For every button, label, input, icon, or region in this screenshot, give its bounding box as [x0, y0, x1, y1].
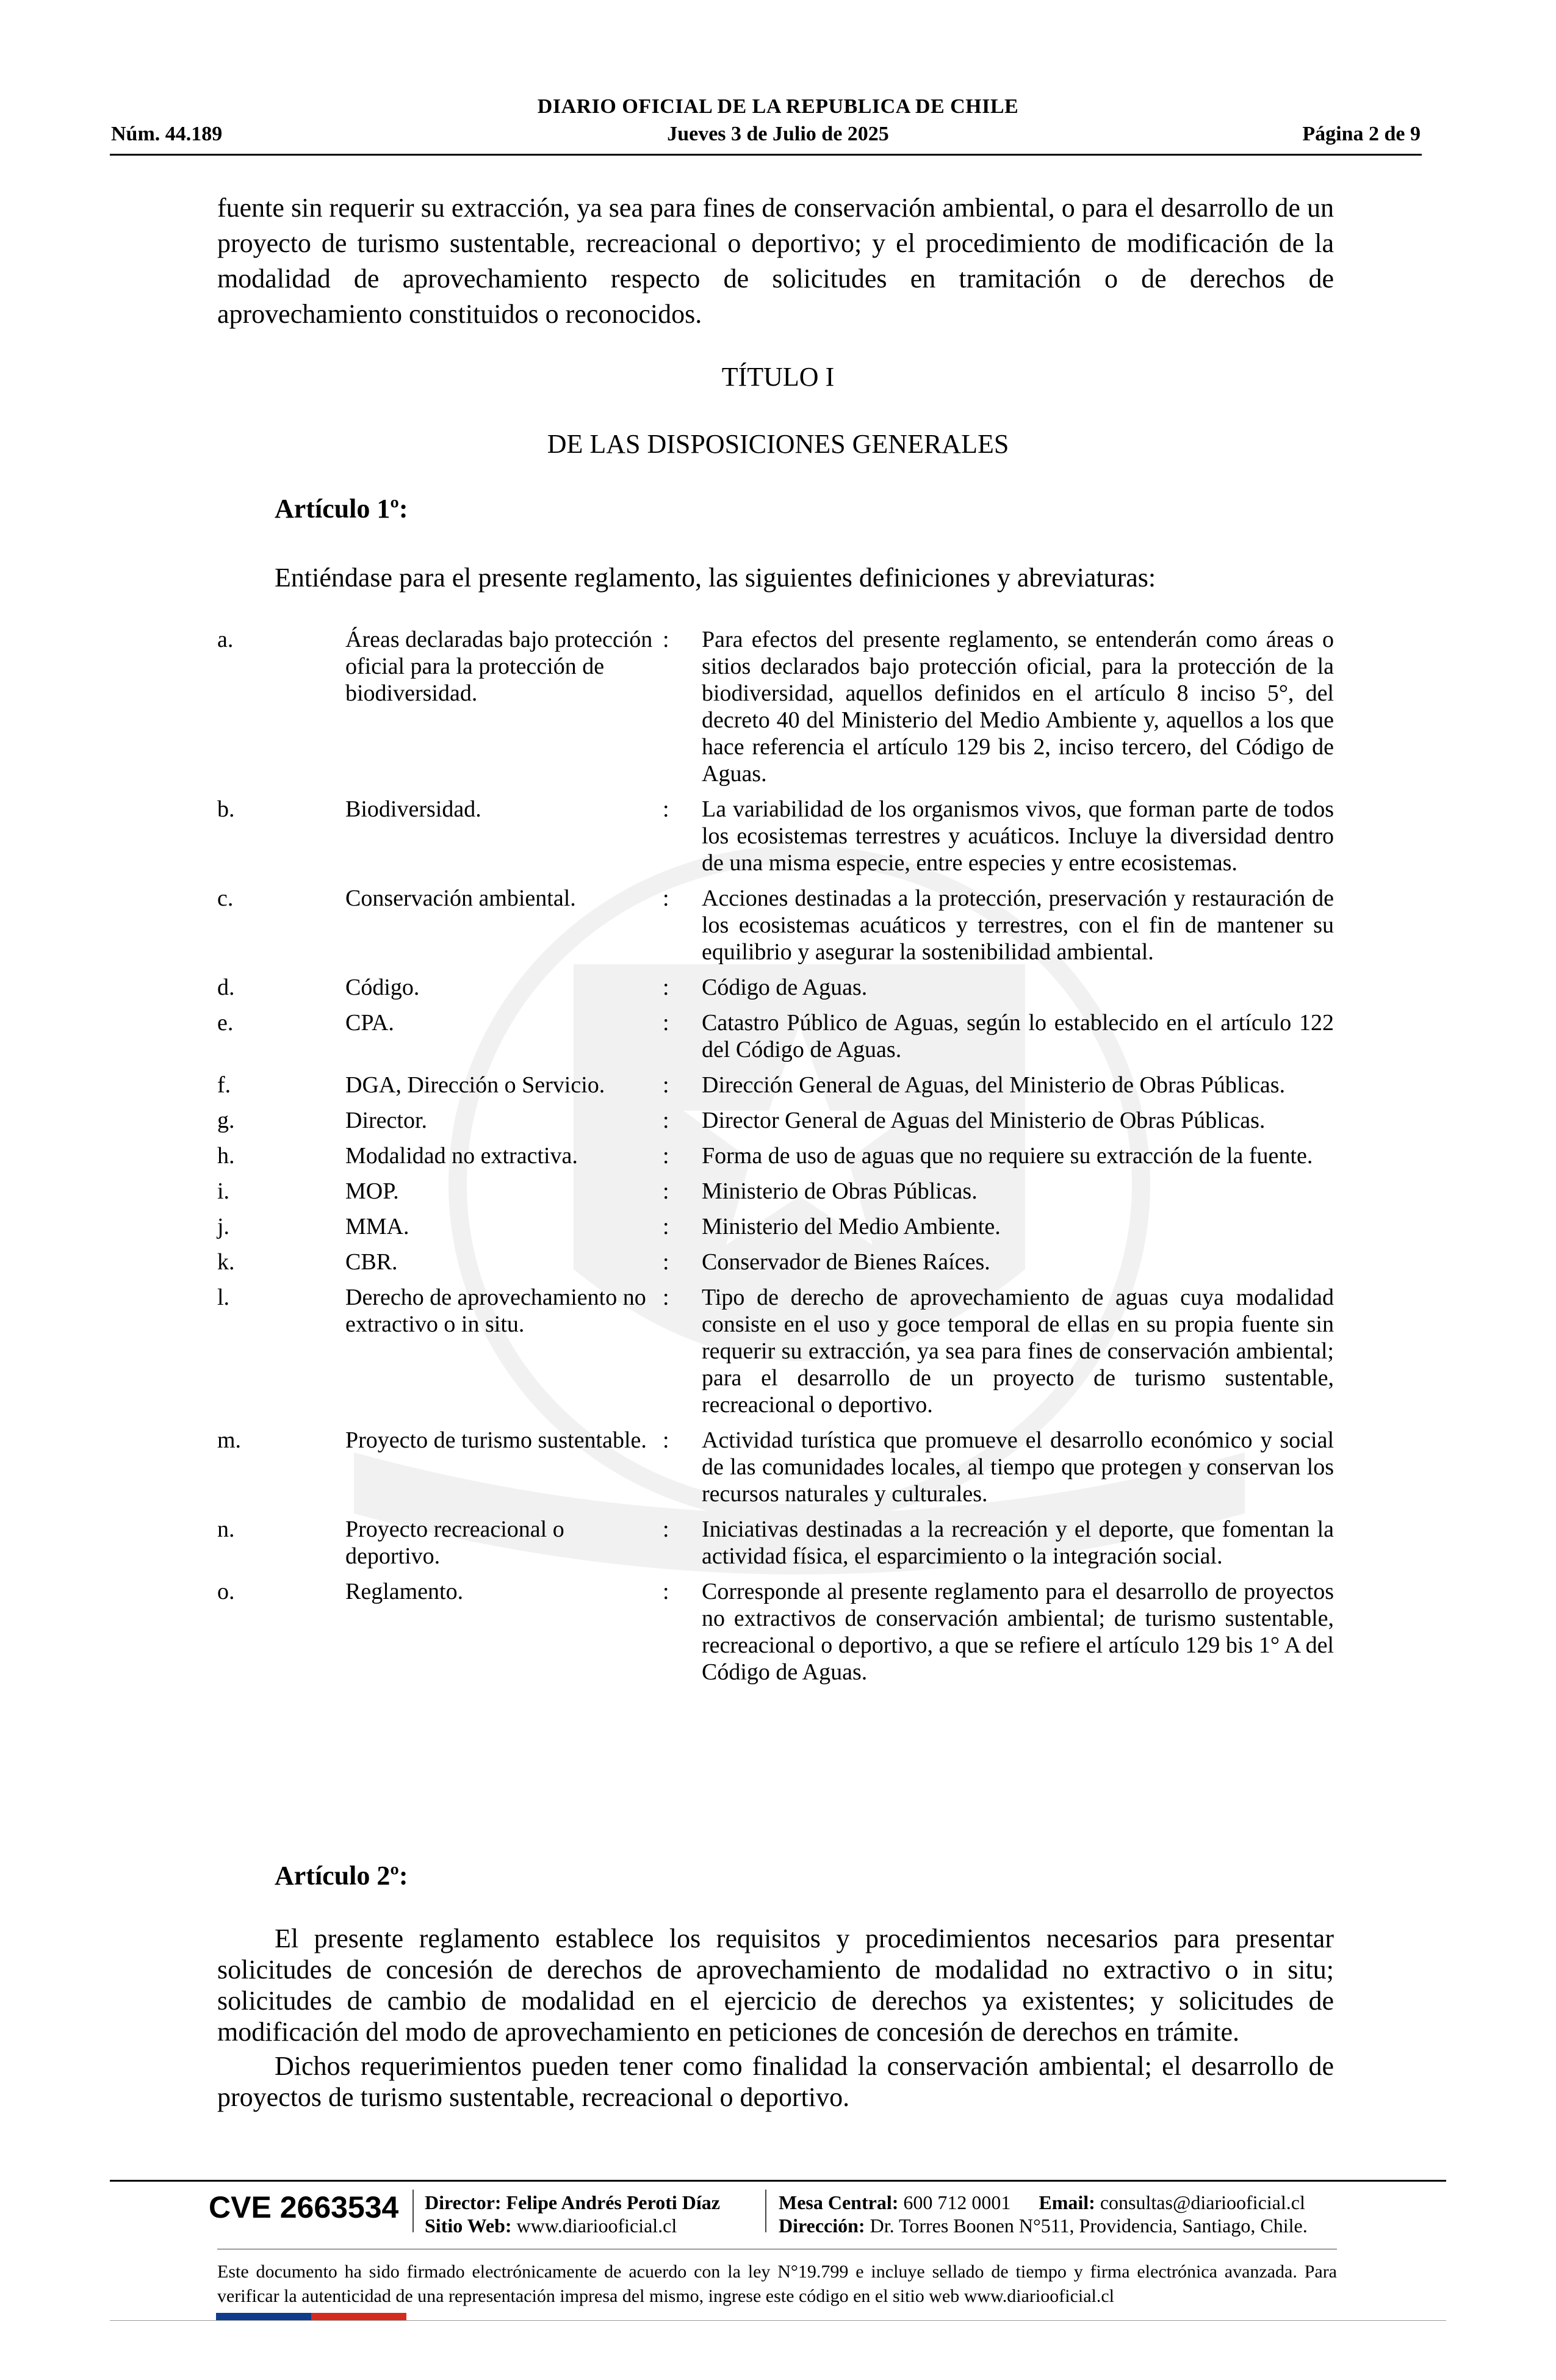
definition-colon: :: [663, 627, 669, 652]
director-name: Felipe Andrés Peroti Díaz: [506, 2191, 720, 2213]
newspaper-title: DIARIO OFICIAL DE LA REPUBLICA DE CHILE: [537, 95, 1019, 118]
definition-term: Proyecto recreacional o deportivo.: [345, 1516, 564, 1569]
definition-colon: :: [663, 1108, 669, 1133]
definition-description: Actividad turística que promueve el desarrollo económico y social de las comunidades locales, al tiempo que protegen y conservan los recursos naturales y culturales.: [702, 1427, 1334, 1507]
titulo-heading: TÍTULO I: [721, 362, 835, 392]
definition-description: Corresponde al presente reglamento para el desarrollo de proyectos no extractivos de conservación ambiental; de turismo sustentable, recreacional o deportivo, a que se refiere el artículo 129 bis 1° A del Código de Aguas.: [702, 1579, 1334, 1685]
definition-description: Acciones destinadas a la protección, preservación y restauración de los ecosistemas acuáticos y terrestres, con el fin de mantener su equilibrio y asegurar la sostenibilidad ambiental.: [702, 885, 1334, 965]
definition-description: Director General de Aguas del Ministerio de Obras Públicas.: [702, 1108, 1266, 1133]
article-2-paragraph-1: El presente reglamento establece los requisitos y procedimientos necesarios para presentar solicitudes de concesión de derechos de aprovechamiento de modalidad no extractivo o in situ; solicitudes de cambio de modalidad en el ejercicio de derechos ya existentes; y solicitudes de modificación del modo de aprovechamiento en peticiones de concesión de derechos en trámite.: [217, 1924, 1334, 2047]
definition-letter: f.: [217, 1072, 231, 1098]
footer-bottom-rule: [110, 2320, 1446, 2321]
email-link[interactable]: consultas@diariooficial.cl: [1100, 2191, 1305, 2213]
definition-term: Conservación ambiental.: [345, 885, 576, 911]
footer-separator: [412, 2190, 414, 2232]
definition-letter: e.: [217, 1010, 234, 1036]
definition-colon: :: [663, 1072, 669, 1098]
definition-term: Biodiversidad.: [345, 796, 481, 822]
issue-date: Jueves 3 de Julio de 2025: [667, 123, 889, 145]
footer-website: [425, 2214, 677, 2237]
definition-row: [217, 1284, 1334, 1418]
email-label: Email:: [1039, 2191, 1095, 2213]
definition-letter: o.: [217, 1579, 235, 1604]
definition-colon: :: [663, 975, 669, 1000]
definition-colon: :: [663, 1214, 669, 1239]
definition-row: [217, 1213, 1334, 1240]
footer-separator: [765, 2190, 766, 2232]
definition-term: CPA.: [345, 1010, 394, 1036]
definition-description: Forma de uso de aguas que no requiere su extracción de la fuente.: [702, 1143, 1313, 1169]
footer-director: [425, 2191, 720, 2214]
definition-colon: :: [663, 1249, 669, 1275]
address-label: Dirección:: [779, 2215, 865, 2237]
website-link[interactable]: www.diariooficial.cl: [516, 2215, 677, 2237]
definition-colon: :: [663, 1516, 669, 1542]
definition-row: [217, 1009, 1334, 1063]
definition-letter: j.: [217, 1214, 230, 1239]
footer-address: [779, 2214, 1308, 2237]
footer-rule: [110, 2180, 1446, 2182]
definition-row: [217, 796, 1334, 876]
definition-letter: b.: [217, 796, 235, 822]
definition-description: Catastro Público de Aguas, según lo establecido en el artículo 122 del Código de Aguas.: [702, 1010, 1334, 1062]
definition-row: [217, 885, 1334, 965]
definition-letter: h.: [217, 1143, 235, 1169]
definition-row: [217, 1427, 1334, 1507]
definition-letter: i.: [217, 1178, 230, 1204]
definition-row: [217, 1072, 1334, 1098]
footer-legal-note: Este documento ha sido firmado electrónicamente de acuerdo con la ley N°19.799 e incluye sellado de tiempo y firma electrónica avanzada. Para verificar la autenticidad de una representación impresa del mismo, ingrese este código en el sitio web www.diariooficial.cl: [217, 2262, 1337, 2306]
article-2-heading: Artículo 2º:: [275, 1861, 408, 1891]
definition-colon: :: [663, 1178, 669, 1204]
definition-row: [217, 974, 1334, 1001]
definition-letter: n.: [217, 1516, 235, 1542]
definition-letter: l.: [217, 1285, 230, 1310]
definition-row: [217, 1178, 1334, 1205]
definition-colon: :: [663, 796, 669, 822]
definition-colon: :: [663, 1579, 669, 1604]
definition-term: Derecho de aprovechamiento no extractivo o in situ.: [345, 1285, 646, 1337]
definition-colon: :: [663, 1143, 669, 1169]
definition-description: Código de Aguas.: [702, 975, 868, 1000]
footer-contact: [779, 2191, 1305, 2214]
definition-letter: d.: [217, 975, 235, 1000]
definition-description: Para efectos del presente reglamento, se entenderán como áreas o sitios declarados bajo protección oficial, para la protección de la biodiversidad, aquellos definidos en el artículo 8 inciso 5°, del decreto 40 del Ministerio del Medio Ambiente y, aquellos a los que hace referencia el artículo 129 bis 2, inciso tercero, del Código de Aguas.: [702, 627, 1334, 787]
definition-colon: :: [663, 1010, 669, 1036]
definition-description: Tipo de derecho de aprovechamiento de aguas cuya modalidad consiste en el uso y goce temporal de ellas en su propia fuente sin requerir su extracción, ya sea para fines de conservación ambiental; para el desarrollo de un proyecto de turismo sustentable, recreacional o deportivo.: [702, 1285, 1334, 1418]
mesa-phone: 600 712 0001: [903, 2191, 1011, 2213]
definition-term: Modalidad no extractiva.: [345, 1143, 578, 1169]
definition-description: Conservador de Bienes Raíces.: [702, 1249, 990, 1275]
definition-colon: :: [663, 1427, 669, 1453]
issue-number: Núm. 44.189: [111, 123, 223, 145]
page-number: Página 2 de 9: [1302, 123, 1421, 145]
definition-letter: c.: [217, 885, 234, 911]
article-1-heading: Artículo 1º:: [275, 494, 408, 524]
definition-description: Iniciativas destinadas a la recreación y el deporte, que fomentan la actividad física, el esparcimiento o la integración social.: [702, 1516, 1334, 1569]
intro-paragraph: fuente sin requerir su extracción, ya sea para fines de conservación ambiental, o para el desarrollo de un proyecto de turismo sustentable, recreacional o deportivo; y el procedimiento de modificación de la modalidad de aprovechamiento respecto de solicitudes en tramitación o de derechos de aprovechamiento constituidos o reconocidos.: [217, 193, 1334, 329]
definition-letter: a.: [217, 627, 234, 652]
definition-row: [217, 1142, 1334, 1169]
definition-colon: :: [663, 1285, 669, 1310]
definitions-table: [217, 626, 1334, 1694]
definition-letter: k.: [217, 1249, 235, 1275]
article-1-lead: Entiéndase para el presente reglamento, las siguientes definiciones y abreviaturas:: [275, 563, 1156, 593]
director-label: Director:: [425, 2191, 502, 2213]
definition-description: La variabilidad de los organismos vivos, que forman parte de todos los ecosistemas terrestres y acuáticos. Incluye la diversidad dentro de una misma especie, entre especies y entre ecosistemas.: [702, 796, 1334, 876]
titulo-subheading: DE LAS DISPOSICIONES GENERALES: [547, 429, 1009, 459]
cve-code: CVE 2663534: [209, 2190, 399, 2224]
definition-term: Proyecto de turismo sustentable.: [345, 1427, 647, 1453]
definition-term: CBR.: [345, 1249, 398, 1275]
flag-stripe-blue: [216, 2313, 311, 2320]
definition-row: [217, 1578, 1334, 1686]
definition-row: [217, 1107, 1334, 1134]
definition-term: MMA.: [345, 1214, 409, 1239]
definition-term: Director.: [345, 1108, 428, 1133]
definition-row: [217, 626, 1334, 787]
definition-description: Ministerio del Medio Ambiente.: [702, 1214, 1001, 1239]
flag-stripe-red: [311, 2313, 406, 2320]
mesa-label: Mesa Central:: [779, 2191, 899, 2213]
address-text: Dr. Torres Boonen N°511, Providencia, Santiago, Chile.: [870, 2215, 1308, 2237]
definition-term: Áreas declaradas bajo protección oficial para la protección de biodiversidad.: [345, 627, 653, 706]
definition-letter: m.: [217, 1427, 242, 1453]
definition-colon: :: [663, 885, 669, 911]
definition-description: Ministerio de Obras Públicas.: [702, 1178, 978, 1204]
definition-term: MOP.: [345, 1178, 399, 1204]
definition-term: Reglamento.: [345, 1579, 464, 1604]
definition-term: DGA, Dirección o Servicio.: [345, 1072, 605, 1098]
definition-letter: g.: [217, 1108, 235, 1133]
definition-row: [217, 1249, 1334, 1275]
definition-description: Dirección General de Aguas, del Ministerio de Obras Públicas.: [702, 1072, 1286, 1098]
header-rule: [110, 154, 1422, 156]
website-label: Sitio Web:: [425, 2215, 512, 2237]
definition-row: [217, 1516, 1334, 1570]
definition-term: Código.: [345, 975, 420, 1000]
article-2-paragraph-2: Dichos requerimientos pueden tener como finalidad la conservación ambiental; el desarrollo de proyectos de turismo sustentable, recreacional o deportivo.: [217, 2051, 1334, 2112]
